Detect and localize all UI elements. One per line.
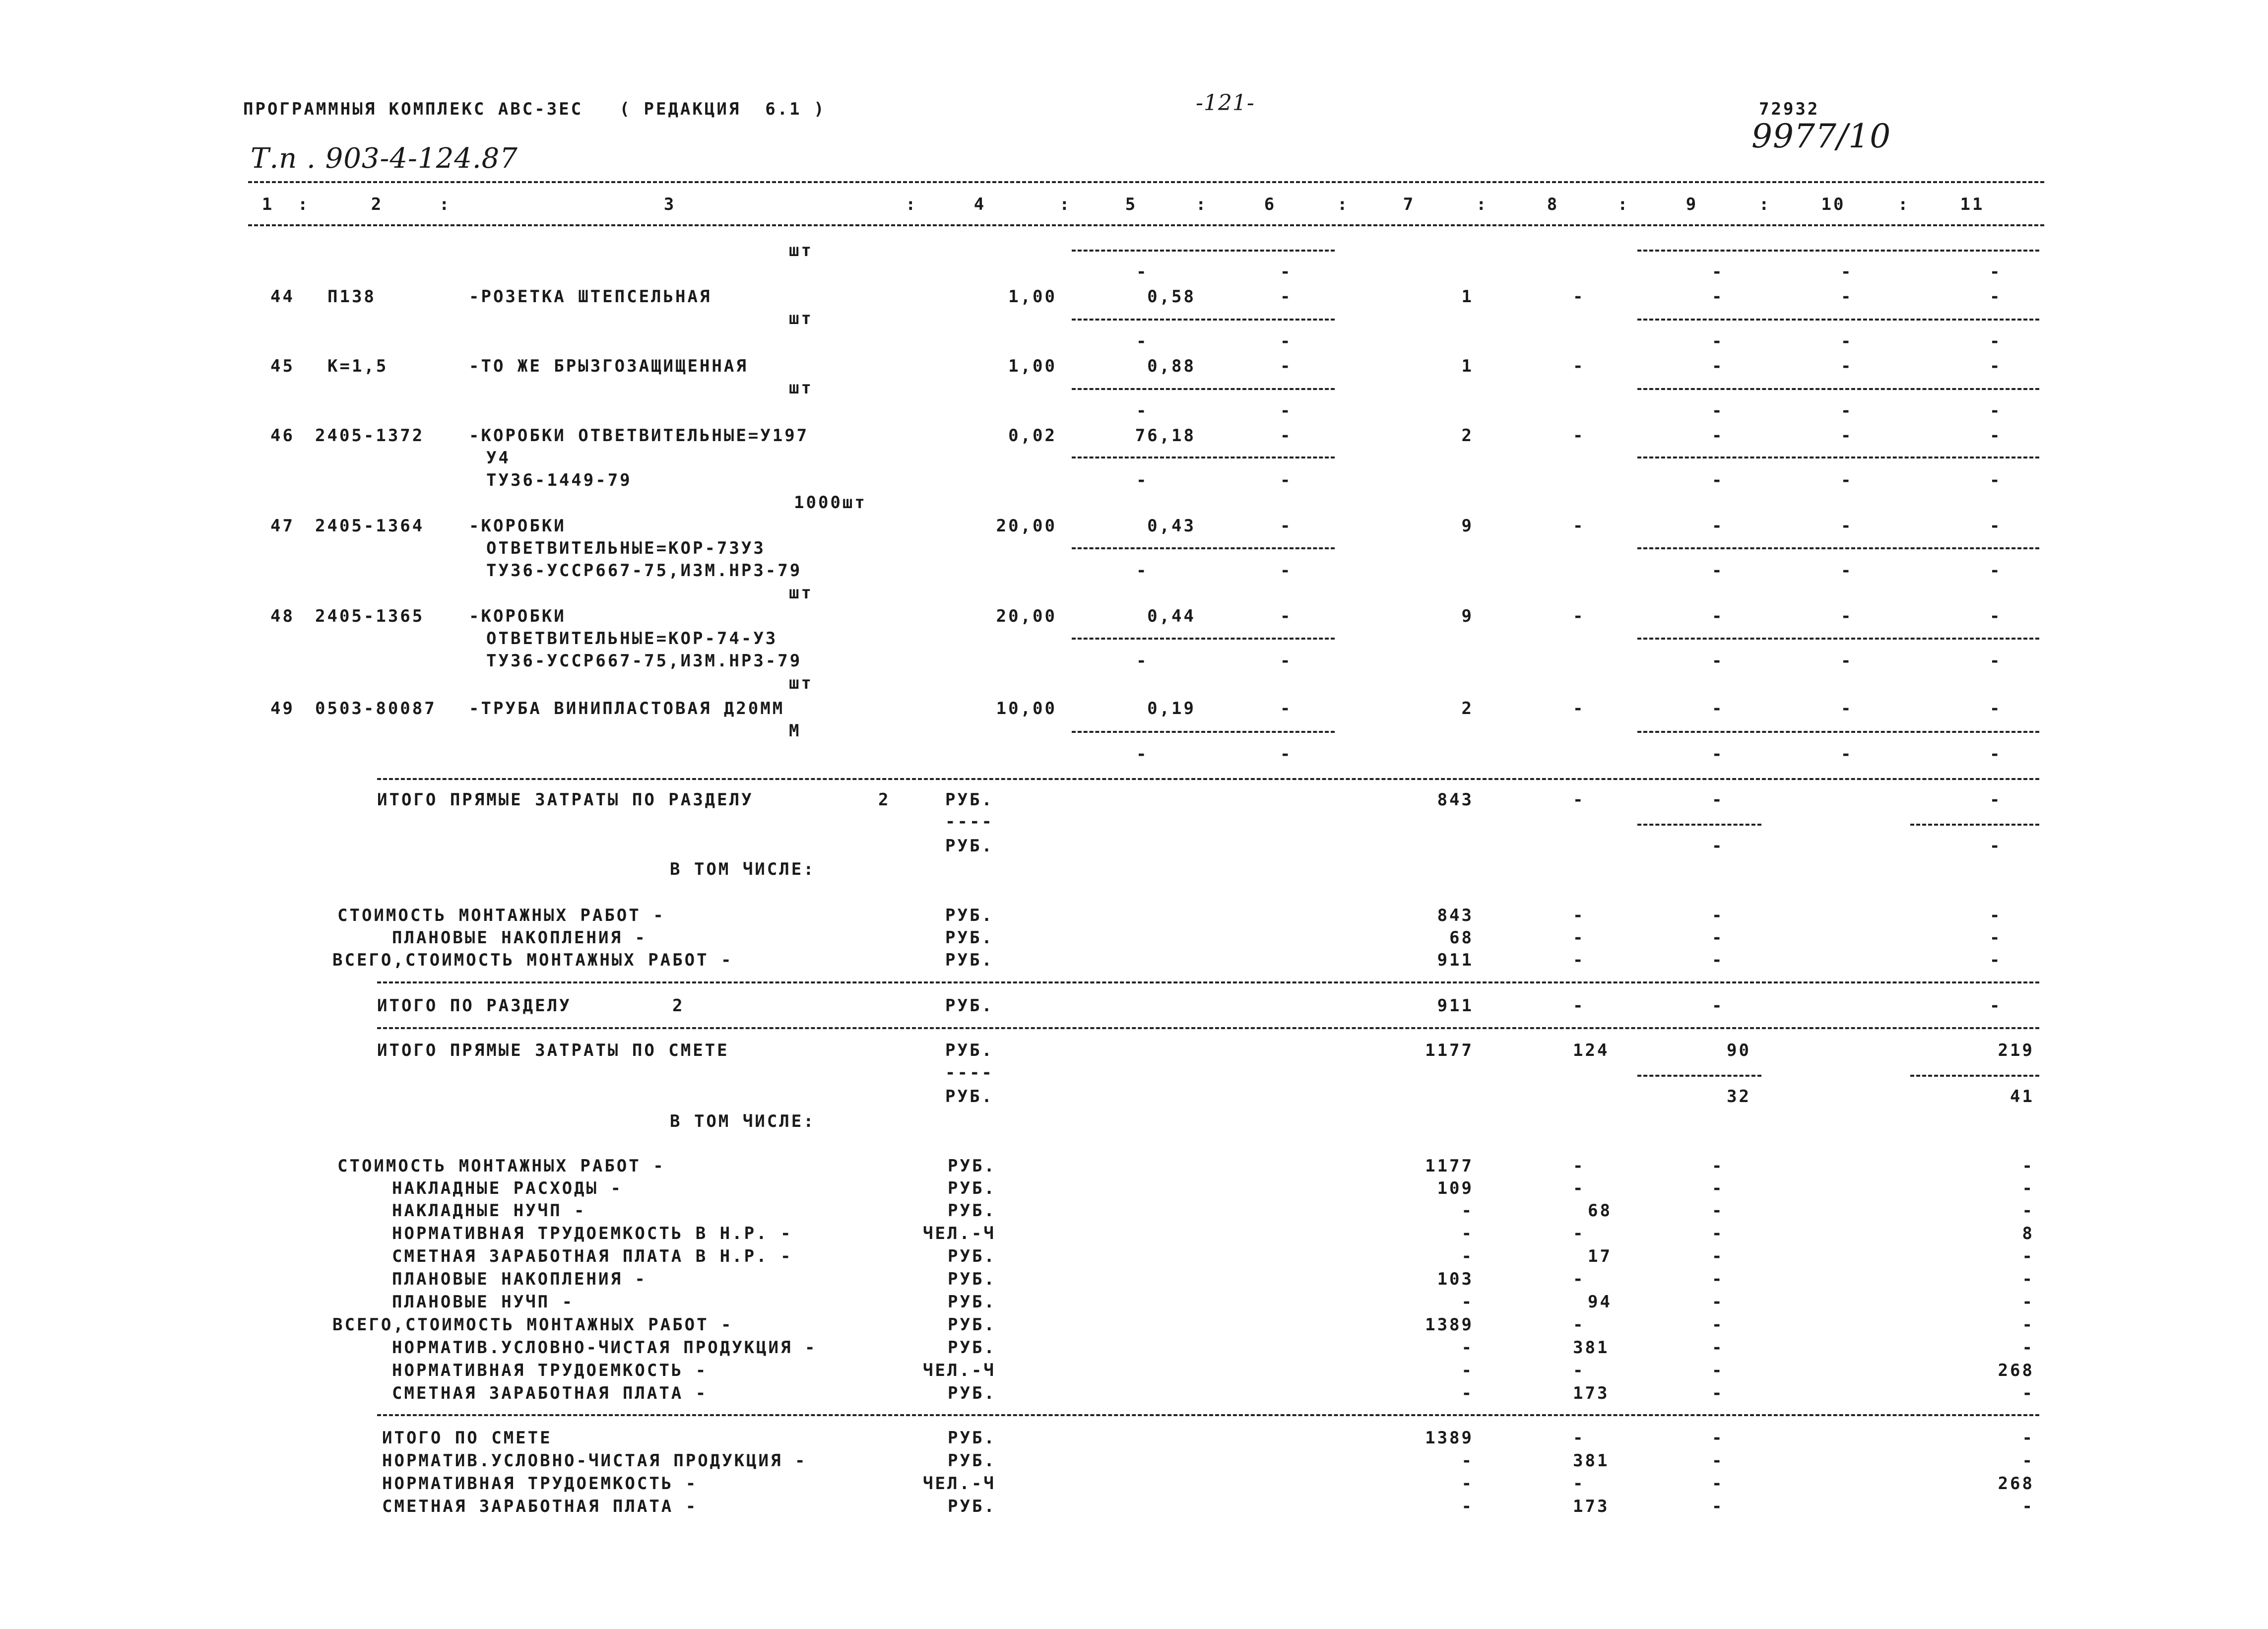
column-header: 1 (261, 195, 274, 214)
rule (377, 778, 2039, 780)
total-cost: 1 (1461, 356, 1474, 376)
unit-price: 76,18 (1135, 426, 1196, 446)
unit-price: 0,44 (1147, 606, 1196, 626)
rule (377, 1027, 2039, 1029)
unit: шт (789, 241, 813, 261)
row-number: 49 (270, 699, 295, 718)
quantity: 10,00 (996, 699, 1057, 718)
row-number: 48 (270, 606, 295, 626)
total-cost: 9 (1461, 606, 1474, 626)
column-header: 5 (1125, 195, 1138, 214)
quantity: 1,00 (1008, 287, 1057, 307)
item-code: К=1,5 (327, 356, 389, 376)
project-code: Т.п . 903-4-124.87 (251, 142, 518, 175)
item-code: П138 (327, 287, 376, 307)
quantity: 20,00 (996, 516, 1057, 536)
column-header: 3 (663, 195, 676, 214)
document-code: 72932 (1759, 99, 1820, 119)
rule (377, 1414, 2039, 1416)
page-number: -121- (1196, 90, 1255, 116)
total-cost: 2 (1461, 699, 1474, 718)
item-name: -РОЗЕТКА ШТЕПСЕЛЬНАЯ (469, 287, 712, 307)
item-name: -КОРОБКИ (469, 516, 566, 536)
item-name: -КОРОБКИ ОТВЕТВИТЕЛЬНЫЕ=У197 (469, 426, 809, 446)
unit-price: 0,58 (1147, 287, 1196, 307)
quantity: 1,00 (1008, 356, 1057, 376)
item-code: 2405-1365 (315, 606, 425, 626)
unit: 1000шт (794, 493, 867, 513)
unit-price: 0,43 (1147, 516, 1196, 536)
column-header: 7 (1403, 195, 1416, 214)
rule (248, 181, 2044, 183)
estimate-page: ПРОГРАММНЫЯ КОМПЛЕКС АВС-ЗЕС ( РЕДАКЦИЯ 6.1 ) -121- 72932 Т.п . 903-4-124.87 9977/10 1 : 2 : 3 : 4 : 5 : 6 : 7 : 8 : 9 : 10 : 11 шт - - - - - 44 П138 -РОЗЕТКА ШТЕПСЕЛЬНАЯ 1,00 0,58 - 1 - - - - шт - - - - - 45 К=1,5 -ТО ЖЕ БРЫЗГОЗАЩИЩЕННАЯ 1,00 0,88 - 1 - - - - шт - - - - - 46 2405-1372 -КОРОБКИ ОТВЕТВИТЕЛЬНЫЕ=У197 0,02 76,18 - 2 - - - - У4 ТУ36-1449-79 - - - - - 1000шт 47 2405-1364 -КОРОБКИ 20,00 0,43 - 9 - - - - ОТВЕТВИТЕЛЬНЫЕ=КОР-73У3 ТУ36-УССР667-75,ИЗМ.НР3-79 - - - - - шт 48 2405-1365 -КОРОБКИ 20,00 0,44 - 9 - - - - ОТВЕТВИТЕЛЬНЫЕ=КОР-74-У3 ТУ36-УССР667-75,ИЗМ.НР3-79 - - - - - шт 49 0503-80087 -ТРУБА ВИНИПЛАСТОВАЯ Д20ММ 10,00 0,19 - 2 - - - - М - - - - - ИТОГО ПРЯМЫЕ ЗАТРАТЫ ПО РАЗДЕЛУ 2 РУБ. 843 - - - ---- РУБ. - - В ТОМ ЧИСЛЕ: СТОИМОСТЬ МОНТАЖНЫХ РАБОТ - РУБ. 843 - - - ПЛАНОВЫЕ НАКОПЛЕНИЯ - РУБ. 68 - - - ВСЕГО,СТОИМОСТЬ МОНТАЖНЫХ РАБОТ - РУБ. 911 - - - ИТОГО ПО РАЗДЕЛУ 2 РУБ. 911 - - - ИТОГО ПРЯМЫЕ ЗАТРАТЫ ПО СМЕТЕ РУБ. 1177 124 90 219 ---- РУБ. 32 41 В ТОМ ЧИСЛЕ: СТОИМОСТЬ МОНТАЖНЫХ РАБОТ - РУБ. 1177 - - - НАКЛАДНЫЕ РАСХОДЫ - РУБ. 109 - - - НАКЛАДНЫЕ НУЧП - РУБ. - 68 - - НОРМАТИВНАЯ ТРУДОЕМКОСТЬ В Н.Р. - ЧЕЛ.-Ч - - - 8 СМЕТНАЯ ЗАРАБОТНАЯ ПЛАТА В Н.Р. - РУБ. - 17 - - ПЛАНОВЫЕ НАКОПЛЕНИЯ - РУБ. 103 - - - ПЛАНОВЫЕ НУЧП - РУБ. - 94 - - ВСЕГО,СТОИМОСТЬ МОНТАЖНЫХ РАБОТ - РУБ. 1389 - - - НОРМАТИВ.УСЛОВНО-ЧИСТАЯ ПРОДУКЦИЯ - РУБ. - 381 - - НОРМАТИВНАЯ ТРУДОЕМКОСТЬ - ЧЕЛ.-Ч - - - 268 СМЕТНАЯ ЗАРАБОТНАЯ ПЛАТА - РУБ. - 173 - - ИТОГО ПО СМЕТЕ РУБ. 1389 - - - НОРМАТИВ.УСЛОВНО-ЧИСТАЯ ПРОДУКЦИЯ - РУБ. - 381 - - НОРМАТИВНАЯ ТРУДОЕМКОСТЬ - ЧЕЛ.-Ч - - - 268 СМЕТНАЯ ЗАРАБОТНАЯ ПЛАТА - РУБ. - 173 - - (0, 0, 2268, 1629)
item-name: -КОРОБКИ (469, 606, 566, 626)
unit: шт (789, 378, 813, 398)
program-title: ПРОГРАММНЫЯ КОМПЛЕКС АВС-ЗЕС ( РЕДАКЦИЯ 6.1 ) (243, 99, 826, 119)
unit: шт (789, 583, 813, 603)
row-number: 47 (270, 516, 295, 536)
item-code: 2405-1372 (315, 426, 425, 446)
total-cost: 2 (1461, 426, 1474, 446)
column-header: 6 (1264, 195, 1277, 214)
item-name: -ТРУБА ВИНИПЛАСТОВАЯ Д20ММ (469, 699, 785, 718)
item-code: 2405-1364 (315, 516, 425, 536)
column-header: 10 (1821, 195, 1846, 214)
unit-price: 0,19 (1147, 699, 1196, 718)
total-cost: 9 (1461, 516, 1474, 536)
unit-price: 0,88 (1147, 356, 1196, 376)
rule (248, 224, 2044, 226)
section-heading: В ТОМ ЧИСЛЕ: (670, 859, 816, 879)
column-header: 11 (1960, 195, 1985, 214)
sheet-number: 9977/10 (1751, 117, 1891, 155)
quantity: 0,02 (1008, 426, 1057, 446)
column-header: 9 (1685, 195, 1698, 214)
unit: шт (789, 309, 813, 328)
unit: шт (789, 673, 813, 693)
row-number: 44 (270, 287, 295, 307)
unit: М (789, 721, 801, 741)
item-name: -ТО ЖЕ БРЫЗГОЗАЩИЩЕННАЯ (469, 356, 748, 376)
rule (377, 981, 2039, 983)
column-header: 8 (1547, 195, 1559, 214)
row-number: 45 (270, 356, 295, 376)
column-header: 2 (371, 195, 384, 214)
column-header: 4 (973, 195, 986, 214)
total-cost: 1 (1461, 287, 1474, 307)
row-number: 46 (270, 426, 295, 446)
section-heading: В ТОМ ЧИСЛЕ: (670, 1111, 816, 1131)
item-code: 0503-80087 (315, 699, 437, 718)
quantity: 20,00 (996, 606, 1057, 626)
